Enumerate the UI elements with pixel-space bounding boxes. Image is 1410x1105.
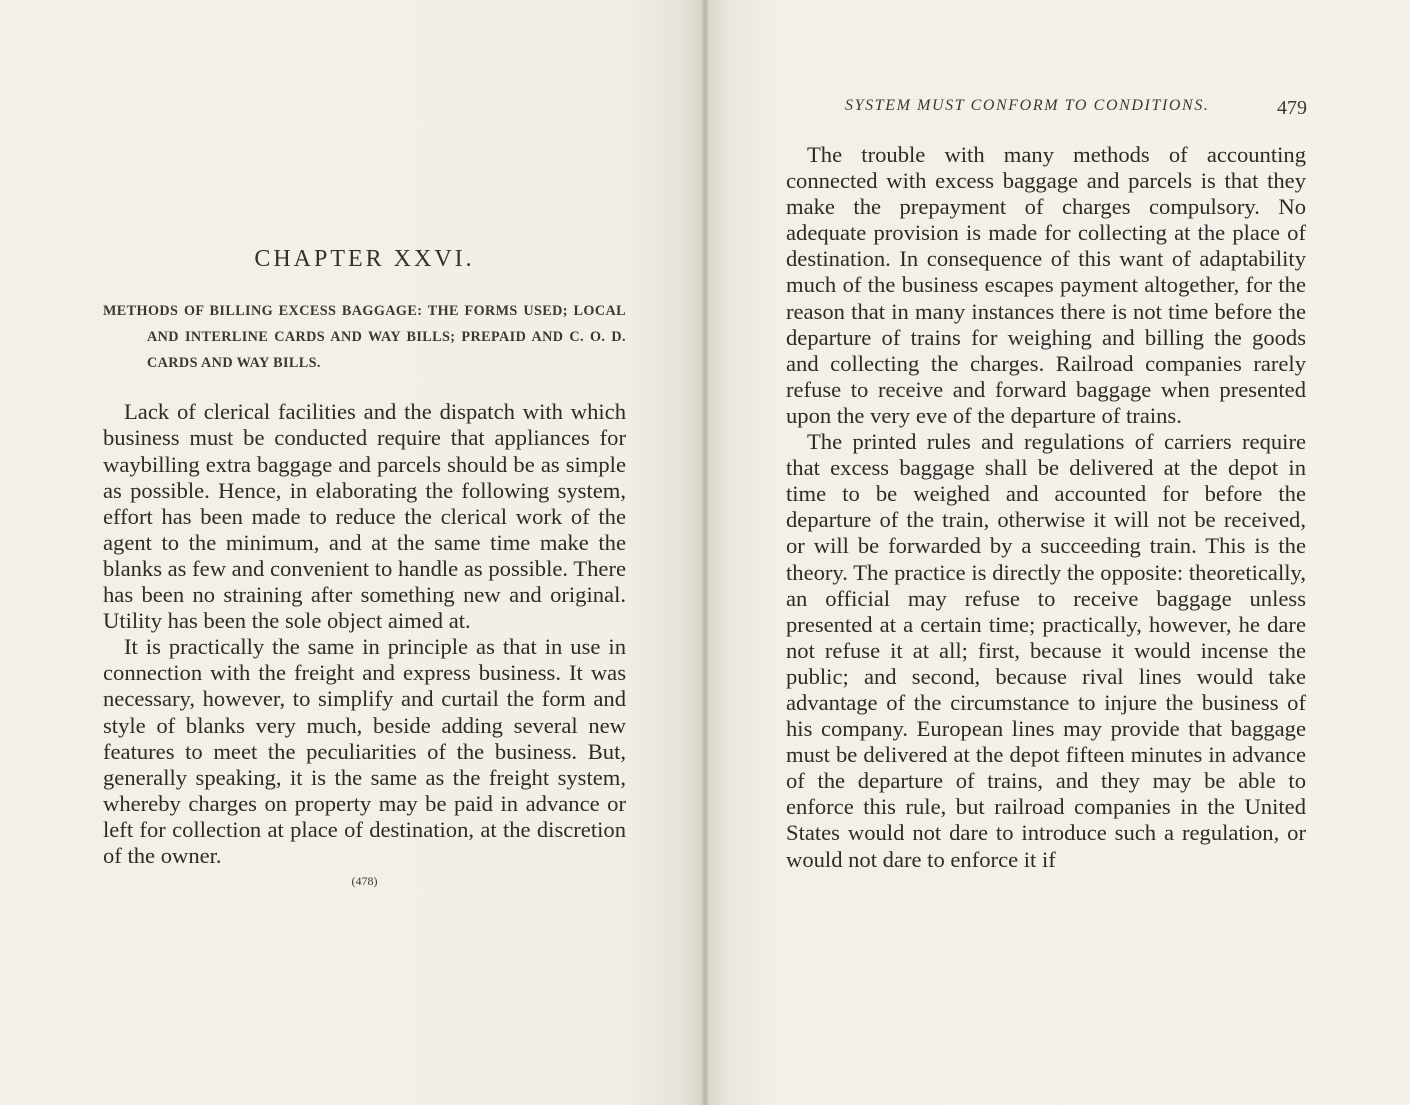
left-page	[0, 0, 702, 1105]
page-folio: (478)	[351, 874, 378, 889]
running-head	[845, 97, 1307, 120]
right-paragraph-2: The printed rules and regulations of carriers require that excess baggage shall be delivered at the depot in time to be weighed and accounted for before the departure of the train, otherwise it will not be received, or will be forwarded by a succeeding train. This is the theory. The practice is directly the opposite: theoretically, an official may refuse to receive baggage unless presented at a certain time; practically, however, he dare not refuse it at all; first, because it would incense the public; and second, because rival lines would take advantage of the circumstance to injure the business of his company. European lines may provide that baggage must be delivered at the depot fifteen minutes in advance of the departure of trains, and they may be able to enforce this rule, but railroad companies in the United States would not dare to introduce such a regulation, or would not dare to enforce it if	[786, 429, 1306, 872]
left-page-text	[103, 246, 626, 889]
left-paragraph-1: Lack of clerical facilities and the dispatch with which business must be conducted require that appliances for waybilling extra baggage and parcels should be as simple as possible. Hence, in elaborating the following system, effort has been made to reduce the clerical work of the agent to the minimum, and at the same time make the blanks as few and convenient to handle as possible. There has been no straining after something new and original. Utility has been the sole object aimed at.	[103, 399, 626, 634]
left-paragraph-2: It is practically the same in principle as that in use in connection with the freight and express business. It was necessary, however, to simplify and curtail the form and style of blanks very much, beside adding several new features to meet the peculiarities of the business. But, generally speaking, it is the same as the freight system, whereby charges on property may be paid in advance or left for collection at place of destination, at the discretion of the owner.	[103, 634, 626, 868]
right-paragraph-1: The trouble with many methods of accounting connected with excess baggage and parcels is that they make the prepayment of charges compulsory. No adequate provision is made for collecting at the place of destination. In consequence of this want of adaptability much of the business escapes payment altogether, for the reason that in many instances there is not time before the departure of trains for weighing and billing the goods and collecting the charges. Railroad companies rarely refuse to receive and forward baggage when presented upon the very eve of the departure of trains.	[786, 142, 1306, 428]
page-number: 479	[1277, 97, 1307, 119]
right-page-text	[786, 142, 1306, 873]
running-head-title: SYSTEM MUST CONFORM TO CONDITIONS.	[845, 97, 1210, 114]
chapter-synopsis: METHODS OF BILLING EXCESS BAGGAGE: THE FORMS USED; LOCAL AND INTERLINE CARDS AND WAY BILLS; PREPAID AND C. O. D. CARDS AND WAY BILLS.	[103, 303, 626, 372]
chapter-title: CHAPTER XXVI.	[254, 246, 475, 272]
